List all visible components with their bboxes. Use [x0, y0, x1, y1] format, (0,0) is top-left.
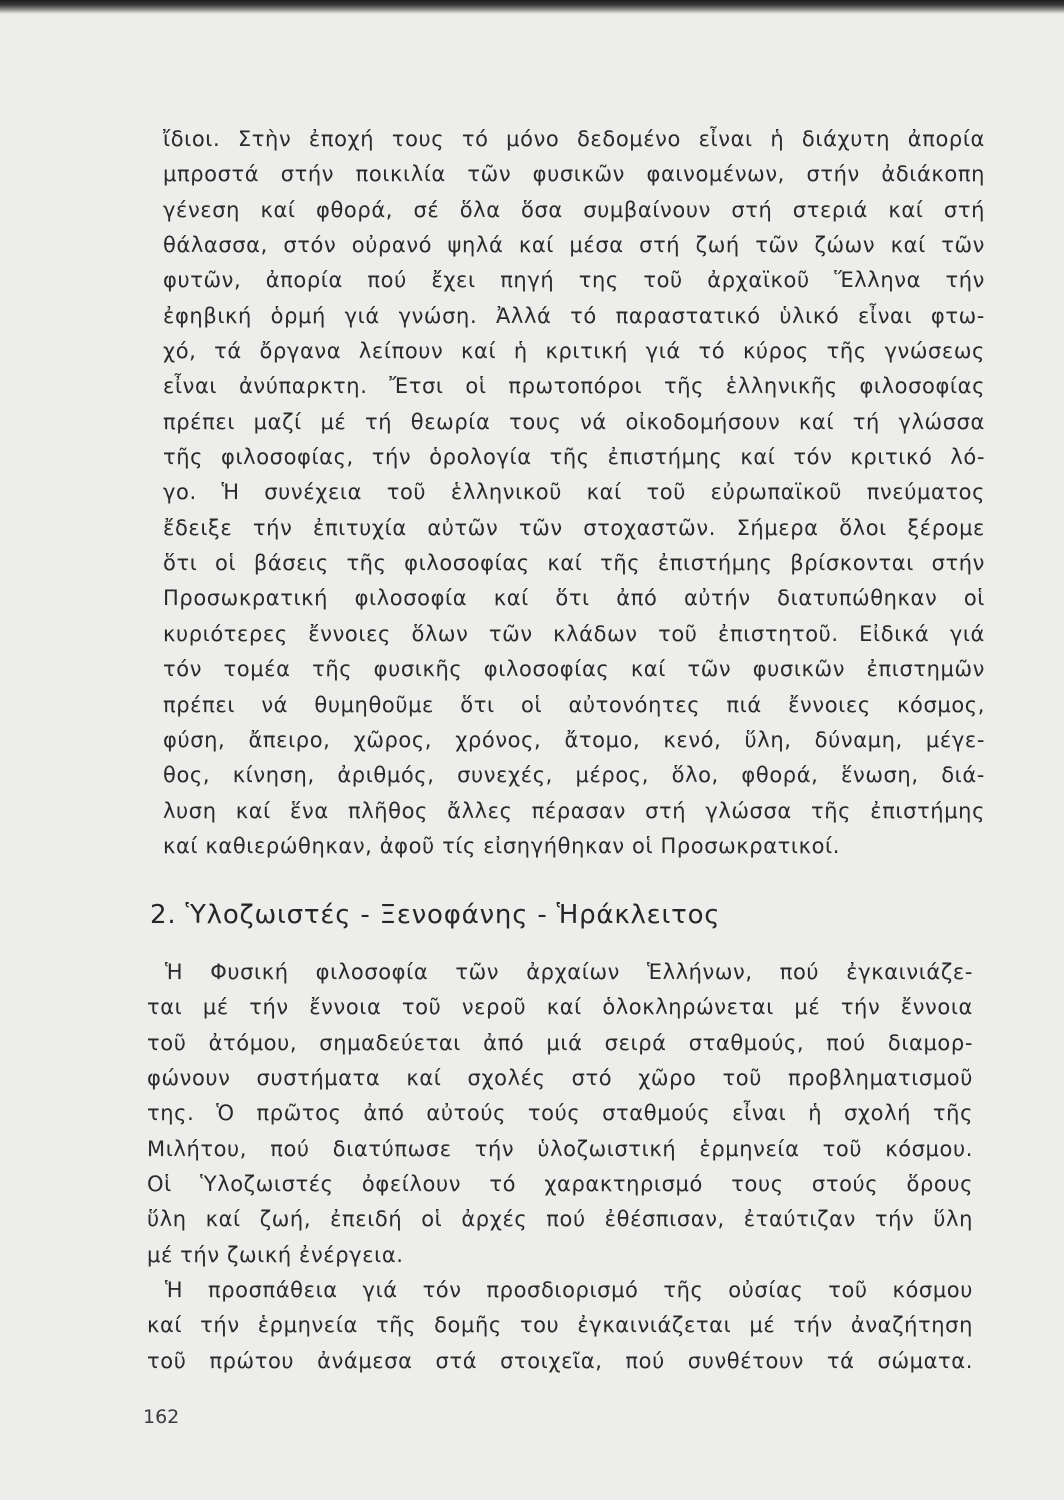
text-line: πρέπει νά θυμηθοῦμε ὅτι οἱ αὐτονόητες πιά ἔννοιες κόσμος, — [163, 692, 985, 717]
text-line: χό, τά ὄργανα λείπουν καί ἡ κριτική γιά τό κύρος τῆς γνώσεως — [163, 339, 985, 364]
text-line: εἶναι ἀνύπαρκτη. Ἔτσι οἱ πρωτοπόροι τῆς ἑλληνικῆς φιλοσοφίας — [163, 374, 985, 399]
text-line: ἴδιοι. Στὴν ἐποχή τους τό μόνο δεδομένο εἶναι ἡ διάχυτη ἀπορία — [163, 127, 985, 151]
text-line: πρέπει μαζί μέ τή θεωρία τους νά οἰκοδομήσουν καί τή γλώσσα — [163, 409, 985, 434]
section2-body — [147, 955, 973, 1379]
text-line: μπροστά στήν ποικιλία τῶν φυσικῶν φαινομένων, στήν ἀδιάκοπη — [163, 162, 985, 187]
text-line: καί τήν ἑρμηνεία τῆς δομῆς του ἐγκαινιάζεται μέ τήν ἀναζήτηση — [147, 1313, 973, 1338]
text-line: κυριότερες ἔννοιες ὅλων τῶν κλάδων τοῦ ἐπιστητοῦ. Εἰδικά γιά — [163, 621, 985, 646]
text-line: ὅτι οἱ βάσεις τῆς φιλοσοφίας καί τῆς ἐπιστήμης βρίσκονται στήν — [163, 551, 985, 576]
text-line: Ἡ Φυσική φιλοσοφία τῶν ἀρχαίων Ἑλλήνων, πού ἐγκαινιάζε- — [165, 960, 973, 984]
text-line: τοῦ ἀτόμου, σημαδεύεται ἀπό μιά σειρά σταθμούς, πού διαμορ- — [147, 1030, 973, 1055]
text-line: γο. Ἡ συνέχεια τοῦ ἑλληνικοῦ καί τοῦ εὐρωπαϊκοῦ πνεύματος — [163, 480, 985, 505]
section-heading: 2. Ὑλοζωιστές - Ξενοφάνης - Ἡράκλειτος — [150, 900, 721, 930]
text-line: φύση, ἄπειρο, χῶρος, χρόνος, ἄτομο, κενό, ὕλη, δύναμη, μέγε- — [163, 727, 985, 752]
text-line: τοῦ πρώτου ἀνάμεσα στά στοιχεῖα, πού συνθέτουν τά σώματα. — [147, 1348, 973, 1373]
text-line: λυση καί ἕνα πλῆθος ἄλλες πέρασαν στή γλώσσα τῆς ἐπιστήμης — [163, 798, 985, 823]
text-line: τῆς φιλοσοφίας, τήν ὁρολογία τῆς ἐπιστήμης καί τόν κριτικό λό- — [163, 445, 985, 470]
text-line: φώνουν συστήματα καί σχολές στό χῶρο τοῦ προβληματισμοῦ — [147, 1066, 973, 1091]
text-line: γένεση καί φθορά, σέ ὅλα ὅσα συμβαίνουν στή στεριά καί στή — [163, 197, 985, 222]
page-number: 162 — [143, 1406, 180, 1428]
text-line: Προσωκρατική φιλοσοφία καί ὅτι ἀπό αὐτήν διατυπώθηκαν οἱ — [163, 586, 985, 611]
text-line: Οἱ Ὑλοζωιστές ὀφείλουν τό χαρακτηρισμό τους στούς ὅρους — [147, 1172, 973, 1197]
text-line: της. Ὁ πρῶτος ἀπό αὐτούς τούς σταθμούς εἶναι ἡ σχολή τῆς — [147, 1101, 973, 1126]
text-line: καί καθιερώθηκαν, ἀφοῦ τίς εἰσηγήθηκαν οἱ Προσωκρατικοί. — [163, 833, 841, 858]
text-line: τόν τομέα τῆς φυσικῆς φιλοσοφίας καί τῶν φυσικῶν ἐπιστημῶν — [163, 657, 985, 682]
page-top-shadow — [0, 0, 1064, 14]
text-line: μέ τήν ζωική ἐνέργεια. — [147, 1242, 404, 1267]
text-line: ὕλη καί ζωή, ἐπειδή οἱ ἀρχές πού ἐθέσπισαν, ἐταύτιζαν τήν ὕλη — [147, 1207, 973, 1232]
text-line: Μιλήτου, πού διατύπωσε τήν ὑλοζωιστική ἑρμηνεία τοῦ κόσμου. — [147, 1136, 973, 1161]
text-line: ται μέ τήν ἔννοια τοῦ νεροῦ καί ὁλοκληρώνεται μέ τήν ἔννοια — [147, 995, 973, 1020]
text-line: θάλασσα, στόν οὐρανό ψηλά καί μέσα στή ζωή τῶν ζώων καί τῶν — [163, 233, 985, 258]
text-line: ἔδειξε τήν ἐπιτυχία αὐτῶν τῶν στοχαστῶν. Σήμερα ὅλοι ξέρομε — [163, 515, 985, 540]
text-line: θος, κίνηση, ἀριθμός, συνεχές, μέρος, ὅλο, φθορά, ἕνωση, διά- — [163, 763, 985, 788]
text-line: ἐφηβική ὁρμή γιά γνώση. Ἀλλά τό παραστατικό ὑλικό εἶναι φτω- — [163, 303, 985, 328]
text-line: Ἡ προσπάθεια γιά τόν προσδιορισμό τῆς οὐσίας τοῦ κόσμου — [165, 1278, 973, 1303]
section1-body — [163, 122, 985, 864]
text-line: φυτῶν, ἀπορία πού ἔχει πηγή της τοῦ ἀρχαϊκοῦ Ἕλληνα τήν — [163, 268, 985, 293]
